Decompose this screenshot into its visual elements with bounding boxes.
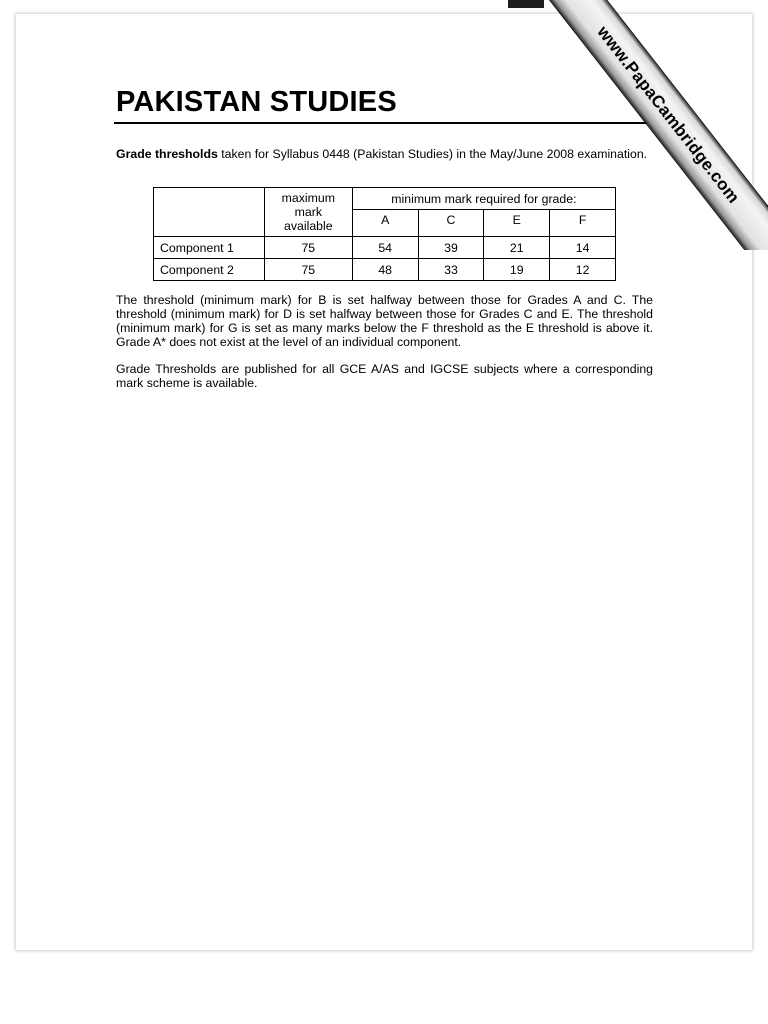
watermark-text[interactable]: www.PapaCambridge.com <box>593 22 744 207</box>
watermark-ribbon[interactable] <box>545 0 768 250</box>
intro-rest: taken for Syllabus 0448 (Pakistan Studies) in the May/June 2008 examination. <box>217 147 648 161</box>
max-mark-cell: 75 <box>264 237 352 259</box>
grade-e-cell: 21 <box>484 237 550 259</box>
intro-bold: Grade thresholds <box>116 147 218 161</box>
grade-header-c: C <box>418 210 484 237</box>
grade-header-e: E <box>484 210 550 237</box>
max-mark-header: maximum mark available <box>264 188 352 237</box>
grade-c-cell: 33 <box>418 259 484 281</box>
grade-header-a: A <box>352 210 418 237</box>
grade-e-cell: 19 <box>484 259 550 281</box>
grade-header-f: F <box>550 210 616 237</box>
max-mark-cell: 75 <box>264 259 352 281</box>
watermark-ribbon-area <box>508 0 768 250</box>
grade-a-cell: 54 <box>352 237 418 259</box>
min-mark-header: minimum mark required for grade: <box>352 188 615 210</box>
grade-a-cell: 48 <box>352 259 418 281</box>
table-corner-cell <box>154 188 265 237</box>
component-label: Component 1 <box>154 237 265 259</box>
table-row <box>154 259 616 281</box>
grade-c-cell: 39 <box>418 237 484 259</box>
page-title: PAKISTAN STUDIES <box>116 86 397 118</box>
publication-note: Grade Thresholds are published for all GCE A/AS and IGCSE subjects where a corresponding mark scheme is available. <box>116 362 653 390</box>
grade-f-cell: 14 <box>550 237 616 259</box>
threshold-explanation: The threshold (minimum mark) for B is set halfway between those for Grades A and C. The threshold (minimum mark) for D is set halfway between those for Grades C and E. The threshold (minimum mark) for G is set as many marks below the F threshold as the E threshold is above it. Grade A* does not exist at the level of an individual component. <box>116 293 653 349</box>
component-label: Component 2 <box>154 259 265 281</box>
grade-f-cell: 12 <box>550 259 616 281</box>
